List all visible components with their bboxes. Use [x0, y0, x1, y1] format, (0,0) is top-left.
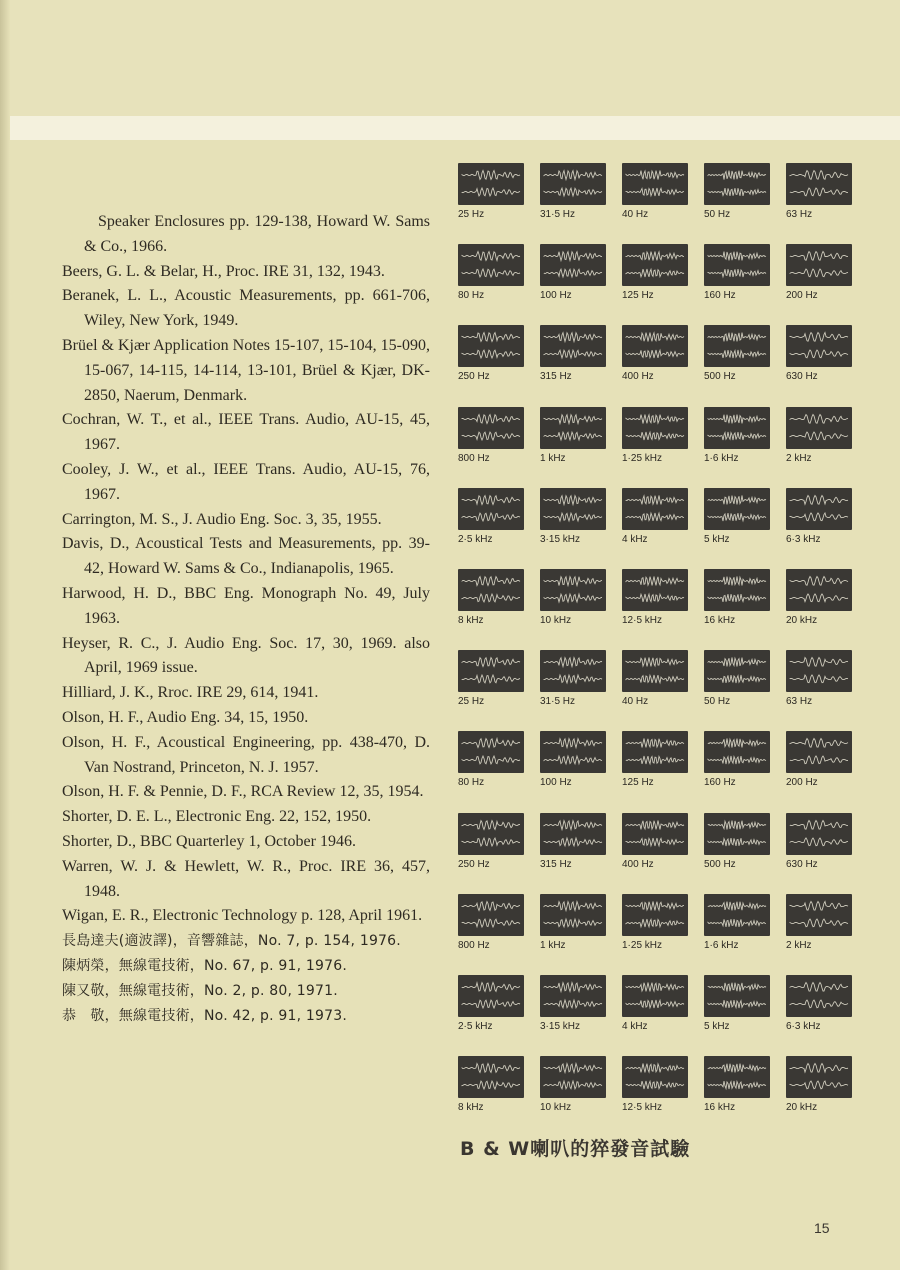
burst-trace	[458, 325, 524, 367]
oscillogram-cell	[450, 325, 520, 385]
oscillogram-cell	[696, 569, 766, 629]
frequency-label: 630 Hz	[786, 371, 818, 383]
oscillogram-photo	[458, 407, 524, 449]
burst-trace	[540, 569, 606, 611]
frequency-label: 160 Hz	[704, 290, 736, 302]
oscillogram-cell	[778, 650, 848, 710]
oscillogram-photo	[786, 650, 852, 692]
frequency-label: 2·5 kHz	[458, 1020, 493, 1032]
oscillogram-photo	[704, 1056, 770, 1098]
burst-trace	[786, 488, 852, 530]
oscillogram-cell	[614, 1056, 684, 1116]
reference-entry: Wigan, E. R., Electronic Technology p. 128, April 1961.	[62, 907, 423, 925]
oscillogram-photo	[786, 1056, 852, 1098]
reference-entry: Olson, H. F., Acoustical Engineering, pp. 438-470, D. Van Nostrand, Princeton, N. J. 1957.	[62, 733, 430, 776]
figure-caption: B & W喇叭的猝發音試驗	[460, 1138, 691, 1160]
burst-trace	[458, 894, 524, 936]
oscillogram-photo	[786, 325, 852, 367]
burst-trace	[786, 650, 852, 692]
frequency-label: 8 kHz	[458, 1102, 484, 1114]
oscillogram-cell	[778, 488, 848, 548]
oscillogram-photo	[704, 325, 770, 367]
oscillogram-row	[450, 813, 870, 894]
frequency-label: 1·6 kHz	[704, 452, 739, 464]
oscillogram-photo	[540, 813, 606, 855]
oscillogram-photo	[622, 650, 688, 692]
oscillogram-cell	[614, 163, 684, 223]
burst-trace	[622, 894, 688, 936]
burst-trace	[458, 731, 524, 773]
burst-trace	[458, 244, 524, 286]
oscillogram-cell	[778, 325, 848, 385]
oscillogram-row	[450, 325, 870, 406]
burst-trace	[786, 325, 852, 367]
reference-entry: Shorter, D., BBC Quarterley 1, October 1946.	[62, 832, 356, 850]
oscillogram-cell	[614, 731, 684, 791]
frequency-label: 630 Hz	[786, 858, 818, 870]
frequency-label: 400 Hz	[622, 371, 654, 383]
reference-entry: Carrington, M. S., J. Audio Eng. Soc. 3, 35, 1955.	[62, 510, 382, 528]
burst-trace	[458, 975, 524, 1017]
oscillogram-photo	[622, 813, 688, 855]
frequency-label: 16 kHz	[704, 614, 736, 626]
oscillogram-cell	[450, 813, 520, 873]
oscillogram-photo	[622, 894, 688, 936]
frequency-label: 1·25 kHz	[622, 939, 663, 951]
oscillogram-photo	[704, 407, 770, 449]
frequency-label: 50 Hz	[704, 209, 731, 220]
frequency-label: 500 Hz	[704, 858, 736, 870]
reference-entry: 陳炳榮，無線電技術，No. 67, p. 91, 1976.	[62, 957, 347, 974]
oscillogram-row	[450, 244, 870, 325]
oscillogram-photo	[704, 975, 770, 1017]
frequency-label: 315 Hz	[540, 371, 572, 383]
reference-entry: 長島達夫(適波譯)，音響雜誌，No. 7, p. 154, 1976.	[62, 933, 401, 950]
oscillogram-photo	[704, 488, 770, 530]
oscillogram-photo	[786, 731, 852, 773]
reference-entry: Beranek, L. L., Acoustic Measurements, pp. 661-706, Wiley, New York, 1949.	[62, 287, 430, 330]
burst-trace	[704, 569, 770, 611]
oscillogram-cell	[614, 325, 684, 385]
frequency-label: 100 Hz	[540, 777, 572, 789]
oscillogram-row	[450, 163, 870, 244]
frequency-label: 800 Hz	[458, 452, 490, 464]
oscillogram-cell	[778, 407, 848, 467]
burst-trace	[704, 244, 770, 286]
oscillogram-cell	[532, 650, 602, 710]
oscillogram-row	[450, 488, 870, 569]
frequency-label: 315 Hz	[540, 858, 572, 870]
frequency-label: 1 kHz	[540, 939, 566, 951]
oscillogram-photo	[458, 1056, 524, 1098]
burst-trace	[704, 488, 770, 530]
oscillogram-photo	[540, 325, 606, 367]
oscillogram-photo	[704, 244, 770, 286]
oscillogram-photo	[622, 407, 688, 449]
frequency-label: 63 Hz	[786, 696, 813, 708]
reference-list	[62, 210, 430, 1028]
oscillogram-photo	[704, 894, 770, 936]
oscillogram-row	[450, 975, 870, 1056]
burst-trace	[622, 731, 688, 773]
oscillogram-cell	[450, 894, 520, 954]
frequency-label: 160 Hz	[704, 777, 736, 789]
frequency-label: 10 kHz	[540, 614, 572, 626]
reference-entry: Heyser, R. C., J. Audio Eng. Soc. 17, 30, 1969. also April, 1969 issue.	[62, 634, 430, 677]
frequency-label: 20 kHz	[786, 1102, 818, 1114]
oscillogram-cell	[532, 163, 602, 223]
oscillogram-cell	[696, 813, 766, 873]
burst-trace	[786, 407, 852, 449]
oscillogram-row	[450, 894, 870, 975]
frequency-label: 6·3 kHz	[786, 533, 821, 545]
oscillogram-row	[450, 1056, 870, 1137]
oscillogram-cell	[450, 407, 520, 467]
burst-trace	[458, 1056, 524, 1098]
frequency-label: 80 Hz	[458, 290, 485, 302]
frequency-label: 125 Hz	[622, 290, 654, 302]
burst-trace	[540, 813, 606, 855]
reference-entry: Speaker Enclosures pp. 129-138, Howard W. Sams & Co., 1966.	[84, 213, 430, 255]
frequency-label: 1 kHz	[540, 452, 566, 464]
burst-trace	[704, 894, 770, 936]
page-top-margin	[0, 0, 900, 116]
oscillogram-cell	[532, 407, 602, 467]
burst-trace	[540, 163, 606, 205]
burst-trace	[458, 488, 524, 530]
oscillogram-cell	[778, 163, 848, 223]
oscillogram-photo	[540, 244, 606, 286]
frequency-label: 500 Hz	[704, 371, 736, 383]
oscillogram-cell	[450, 650, 520, 710]
frequency-label: 4 kHz	[622, 1020, 648, 1032]
burst-trace	[622, 650, 688, 692]
burst-trace	[786, 1056, 852, 1098]
frequency-label: 5 kHz	[704, 1020, 730, 1032]
burst-trace	[704, 813, 770, 855]
oscillogram-photo	[458, 163, 524, 205]
oscillogram-cell	[696, 163, 766, 223]
oscillogram-photo	[704, 813, 770, 855]
oscillogram-cell	[450, 163, 520, 223]
oscillogram-grid	[450, 163, 870, 1137]
burst-trace	[704, 407, 770, 449]
oscillogram-cell	[532, 975, 602, 1035]
frequency-label: 40 Hz	[622, 209, 649, 220]
burst-trace	[622, 325, 688, 367]
frequency-label: 50 Hz	[704, 696, 731, 708]
oscillogram-cell	[614, 407, 684, 467]
frequency-label: 400 Hz	[622, 858, 654, 870]
frequency-label: 8 kHz	[458, 614, 484, 626]
oscillogram-cell	[614, 488, 684, 548]
frequency-label: 2·5 kHz	[458, 533, 493, 545]
oscillogram-cell	[450, 488, 520, 548]
burst-trace	[622, 975, 688, 1017]
oscillogram-cell	[450, 975, 520, 1035]
page-number: 15	[814, 1220, 830, 1236]
burst-trace	[786, 244, 852, 286]
oscillogram-row	[450, 569, 870, 650]
oscillogram-photo	[540, 1056, 606, 1098]
oscillogram-cell	[614, 813, 684, 873]
oscillogram-photo	[458, 975, 524, 1017]
burst-trace	[540, 488, 606, 530]
oscillogram-row	[450, 650, 870, 731]
oscillogram-photo	[622, 244, 688, 286]
burst-trace	[540, 325, 606, 367]
oscillogram-cell	[778, 244, 848, 304]
burst-trace	[786, 163, 852, 205]
burst-trace	[540, 244, 606, 286]
reference-entry: Cochran, W. T., et al., IEEE Trans. Audio, AU-15, 45, 1967.	[62, 411, 430, 454]
scan-highlight-strip	[0, 116, 900, 140]
oscillogram-photo	[622, 1056, 688, 1098]
oscillogram-cell	[532, 813, 602, 873]
burst-trace	[622, 569, 688, 611]
oscillogram-photo	[540, 569, 606, 611]
oscillogram-cell	[532, 894, 602, 954]
oscillogram-cell	[778, 813, 848, 873]
reference-entry: 陳又敬，無線電技術，No. 2, p. 80, 1971.	[62, 982, 338, 999]
oscillogram-cell	[696, 650, 766, 710]
oscillogram-cell	[696, 488, 766, 548]
frequency-label: 2 kHz	[786, 939, 812, 951]
burst-trace	[786, 975, 852, 1017]
burst-trace	[704, 1056, 770, 1098]
oscillogram-photo	[622, 569, 688, 611]
frequency-label: 200 Hz	[786, 290, 818, 302]
frequency-label: 200 Hz	[786, 777, 818, 789]
oscillogram-photo	[458, 488, 524, 530]
burst-trace	[458, 650, 524, 692]
frequency-label: 125 Hz	[622, 777, 654, 789]
frequency-label: 2 kHz	[786, 452, 812, 464]
burst-trace	[540, 894, 606, 936]
burst-trace	[540, 975, 606, 1017]
burst-trace	[622, 244, 688, 286]
frequency-label: 25 Hz	[458, 696, 485, 708]
burst-trace	[786, 894, 852, 936]
frequency-label: 12·5 kHz	[622, 1102, 663, 1114]
frequency-label: 10 kHz	[540, 1102, 572, 1114]
frequency-label: 63 Hz	[786, 209, 813, 220]
burst-trace	[622, 488, 688, 530]
oscillogram-cell	[532, 569, 602, 629]
burst-trace	[704, 325, 770, 367]
burst-trace	[540, 407, 606, 449]
frequency-label: 31·5 Hz	[540, 209, 576, 220]
frequency-label: 3·15 kHz	[540, 1020, 581, 1032]
oscillogram-photo	[786, 975, 852, 1017]
frequency-label: 1·6 kHz	[704, 939, 739, 951]
oscillogram-photo	[540, 163, 606, 205]
frequency-label: 12·5 kHz	[622, 614, 663, 626]
oscillogram-cell	[778, 894, 848, 954]
oscillogram-photo	[622, 731, 688, 773]
oscillogram-photo	[540, 894, 606, 936]
burst-trace	[786, 731, 852, 773]
oscillogram-cell	[778, 731, 848, 791]
oscillogram-cell	[696, 407, 766, 467]
frequency-label: 80 Hz	[458, 777, 485, 789]
oscillogram-cell	[532, 244, 602, 304]
frequency-label: 25 Hz	[458, 209, 485, 220]
reference-entry: Davis, D., Acoustical Tests and Measurements, pp. 39-42, Howard W. Sams & Co., Indianapolis, 1965.	[62, 535, 430, 578]
oscillogram-cell	[696, 325, 766, 385]
oscillogram-cell	[614, 244, 684, 304]
oscillogram-photo	[786, 569, 852, 611]
frequency-label: 3·15 kHz	[540, 533, 581, 545]
oscillogram-cell	[778, 569, 848, 629]
reference-entry: 恭 敬，無線電技術，No. 42, p. 91, 1973.	[62, 1007, 347, 1024]
oscillogram-photo	[622, 163, 688, 205]
oscillogram-cell	[614, 894, 684, 954]
reference-entry: Beers, G. L. & Belar, H., Proc. IRE 31, 132, 1943.	[62, 262, 385, 280]
oscillogram-row	[450, 731, 870, 812]
oscillogram-photo	[458, 569, 524, 611]
oscillogram-cell	[450, 569, 520, 629]
frequency-label: 250 Hz	[458, 371, 490, 383]
burst-trace	[704, 650, 770, 692]
frequency-label: 100 Hz	[540, 290, 572, 302]
oscillogram-photo	[704, 731, 770, 773]
oscillogram-photo	[540, 731, 606, 773]
oscillogram-photo	[786, 488, 852, 530]
oscillogram-photo	[540, 407, 606, 449]
burst-trace	[704, 975, 770, 1017]
oscillogram-photo	[540, 488, 606, 530]
oscillogram-photo	[540, 650, 606, 692]
oscillogram-cell	[696, 1056, 766, 1116]
oscillogram-cell	[696, 975, 766, 1035]
burst-trace	[622, 163, 688, 205]
reference-entry: Olson, H. F. & Pennie, D. F., RCA Review 12, 35, 1954.	[62, 783, 424, 801]
oscillogram-cell	[532, 731, 602, 791]
burst-trace	[704, 731, 770, 773]
burst-trace	[786, 569, 852, 611]
burst-trace	[458, 163, 524, 205]
burst-trace	[786, 813, 852, 855]
oscillogram-cell	[614, 569, 684, 629]
reference-entry: Olson, H. F., Audio Eng. 34, 15, 1950.	[62, 708, 309, 726]
burst-trace	[458, 813, 524, 855]
burst-trace	[622, 813, 688, 855]
oscillogram-cell	[696, 244, 766, 304]
frequency-label: 6·3 kHz	[786, 1020, 821, 1032]
oscillogram-cell	[696, 731, 766, 791]
oscillogram-photo	[622, 488, 688, 530]
oscillogram-photo	[704, 569, 770, 611]
reference-entry: Brüel & Kjær Application Notes 15-107, 15-104, 15-090, 15-067, 14-115, 14-114, 13-101, Brüel & Kjær, DK-2850, Naerum, Denmark.	[62, 336, 430, 404]
oscillogram-cell	[532, 325, 602, 385]
oscillogram-photo	[458, 650, 524, 692]
reference-entry: Warren, W. J. & Hewlett, W. R., Proc. IRE 36, 457, 1948.	[62, 857, 430, 900]
oscillogram-photo	[704, 163, 770, 205]
oscillogram-photo	[622, 975, 688, 1017]
oscillogram-photo	[540, 975, 606, 1017]
oscillogram-cell	[450, 1056, 520, 1116]
oscillogram-photo	[786, 813, 852, 855]
oscillogram-cell	[450, 731, 520, 791]
frequency-label: 800 Hz	[458, 939, 490, 951]
oscillogram-photo	[458, 894, 524, 936]
oscillogram-cell	[614, 975, 684, 1035]
reference-entry: Hilliard, J. K., Rroc. IRE 29, 614, 1941.	[62, 684, 319, 702]
burst-trace	[704, 163, 770, 205]
oscillogram-photo	[458, 244, 524, 286]
oscillogram-photo	[458, 813, 524, 855]
oscillogram-photo	[458, 731, 524, 773]
burst-trace	[458, 569, 524, 611]
oscillogram-cell	[450, 244, 520, 304]
frequency-label: 4 kHz	[622, 533, 648, 545]
oscillogram-photo	[786, 894, 852, 936]
oscillogram-photo	[458, 325, 524, 367]
burst-trace	[622, 407, 688, 449]
oscillogram-cell	[532, 1056, 602, 1116]
frequency-label: 1·25 kHz	[622, 452, 663, 464]
oscillogram-photo	[786, 407, 852, 449]
oscillogram-photo	[786, 244, 852, 286]
oscillogram-row	[450, 407, 870, 488]
frequency-label: 20 kHz	[786, 614, 818, 626]
reference-entry: Cooley, J. W., et al., IEEE Trans. Audio, AU-15, 76, 1967.	[62, 460, 430, 503]
oscillogram-cell	[778, 1056, 848, 1116]
frequency-label: 5 kHz	[704, 533, 730, 545]
frequency-label: 16 kHz	[704, 1102, 736, 1114]
oscillogram-cell	[532, 488, 602, 548]
oscillogram-cell	[614, 650, 684, 710]
oscillogram-photo	[704, 650, 770, 692]
burst-trace	[540, 650, 606, 692]
burst-trace	[458, 407, 524, 449]
oscillogram-cell	[696, 894, 766, 954]
frequency-label: 31·5 Hz	[540, 696, 576, 708]
burst-trace	[622, 1056, 688, 1098]
reference-entry: Harwood, H. D., BBC Eng. Monograph No. 49, July 1963.	[62, 584, 430, 627]
frequency-label: 40 Hz	[622, 696, 649, 708]
oscillogram-photo	[622, 325, 688, 367]
oscillogram-cell	[778, 975, 848, 1035]
reference-entry: Shorter, D. E. L., Electronic Eng. 22, 152, 1950.	[62, 808, 372, 826]
burst-trace	[540, 731, 606, 773]
binding-shadow	[0, 0, 10, 1270]
burst-trace	[540, 1056, 606, 1098]
oscillogram-photo	[786, 163, 852, 205]
frequency-label: 250 Hz	[458, 858, 490, 870]
